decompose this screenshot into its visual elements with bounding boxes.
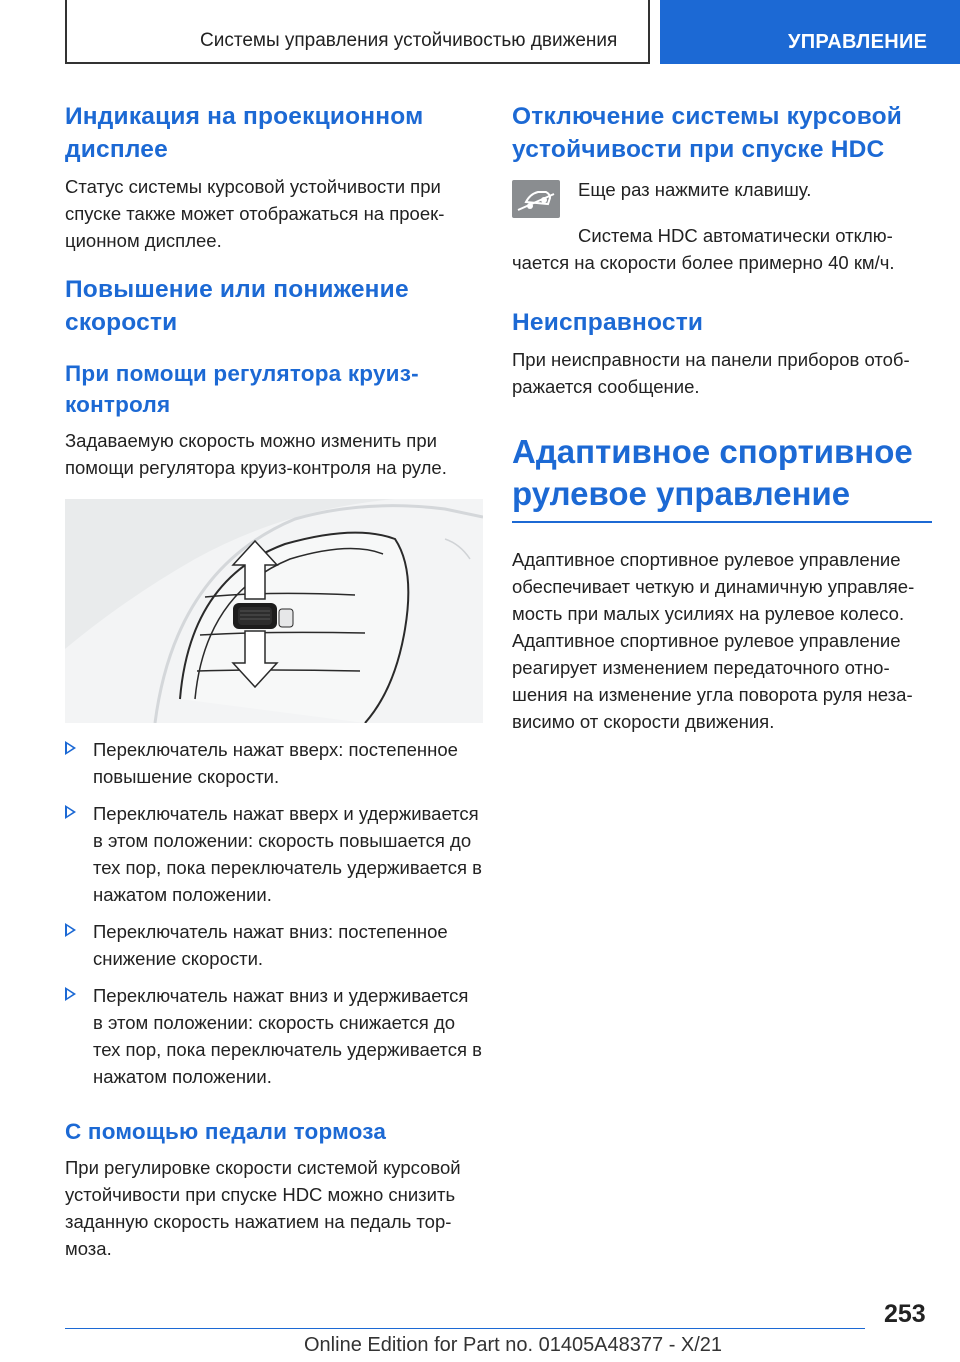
heading-hud-indication: Индикация на проекционном дисплее: [65, 103, 424, 163]
speed-adjust-list: [65, 736, 483, 1090]
heading-hdc-off: Отключение системы курсовой устойчивости при спуске HDC: [512, 103, 903, 163]
triangle-bullet-icon: [65, 805, 76, 819]
steering-switch-illustration: [65, 499, 483, 723]
section-divider: [512, 521, 932, 523]
heading-brake-pedal: С помощью педали тормоза: [65, 1119, 387, 1144]
heading-cruise-control: При помощи регулятора круиз-контроля: [65, 361, 419, 417]
page-number: 253: [884, 1300, 926, 1328]
heading-malfunctions: Неисправности: [512, 309, 704, 336]
triangle-bullet-icon: [65, 741, 76, 755]
steering-wheel-image: [65, 499, 483, 723]
list-item: [65, 800, 483, 908]
list-item-text: Переключатель нажат вниз: постепенное снижение скорости.: [93, 921, 448, 969]
hdc-button-icon: [512, 180, 560, 218]
heading-speed-change: Повышение или понижение скорости: [65, 276, 409, 336]
list-item: [65, 918, 483, 972]
paragraph-hdc-auto-off: Система HDC автоматически отключается на скорости более примерно 40 км/ч.: [512, 225, 895, 273]
paragraph-press-button: Еще раз нажмите клавишу.: [578, 179, 812, 200]
list-item: [65, 736, 483, 790]
paragraph-brake-pedal: При регулировке скорости системой курсовой устойчивости при спуске HDC можно снизить заданную скорость нажатием на педаль тормоза.: [65, 1157, 461, 1259]
list-item: [65, 982, 483, 1090]
left-column: [65, 100, 483, 1262]
paragraph-malfunctions: При неисправности на панели приборов отображается сообщение.: [512, 349, 910, 397]
section-tab[interactable]: УПРАВЛЕНИЕ: [660, 0, 960, 64]
triangle-bullet-icon: [65, 987, 76, 1001]
header-title: Системы управления устойчивостью движения: [200, 30, 618, 51]
paragraph-adaptive-steering: Адаптивное спортивное рулевое управление обеспечивает четкую и динамичную управляемость при малых усилиях на рулевое колесо. Адаптивное спортивное рулевое управление реагирует изменением передаточного отношения на изменение угла поворота руля независимо от скорости движения.: [512, 549, 915, 732]
triangle-bullet-icon: [65, 923, 76, 937]
list-item-text: Переключатель нажат вверх и удерживается в этом положении: скорость повышается до тех пор, пока переключатель удерживается в нажатом положении.: [93, 803, 482, 905]
paragraph-cruise-control: Задаваемую скорость можно изменить при помощи регулятора круиз-контроля на руле.: [65, 430, 447, 478]
list-item-text: Переключатель нажат вверх: постепенное повышение скорости.: [93, 739, 458, 787]
footer-divider: [65, 1328, 865, 1329]
heading-adaptive-steering: Адаптивное спортивное рулевое управление: [512, 433, 913, 512]
footer-edition: Online Edition for Part no. 01405A48377 - X/21: [304, 1334, 723, 1356]
hdc-instruction: [512, 176, 932, 218]
list-item-text: Переключатель нажат вниз и удерживается в этом положении: скорость снижается до тех пор, пока переключатель удерживается в нажатом положении.: [93, 985, 482, 1087]
paragraph-hud: Статус системы курсовой устойчивости при спуске также может отображаться на проекционном дисплее.: [65, 176, 445, 251]
right-column: [512, 100, 932, 735]
